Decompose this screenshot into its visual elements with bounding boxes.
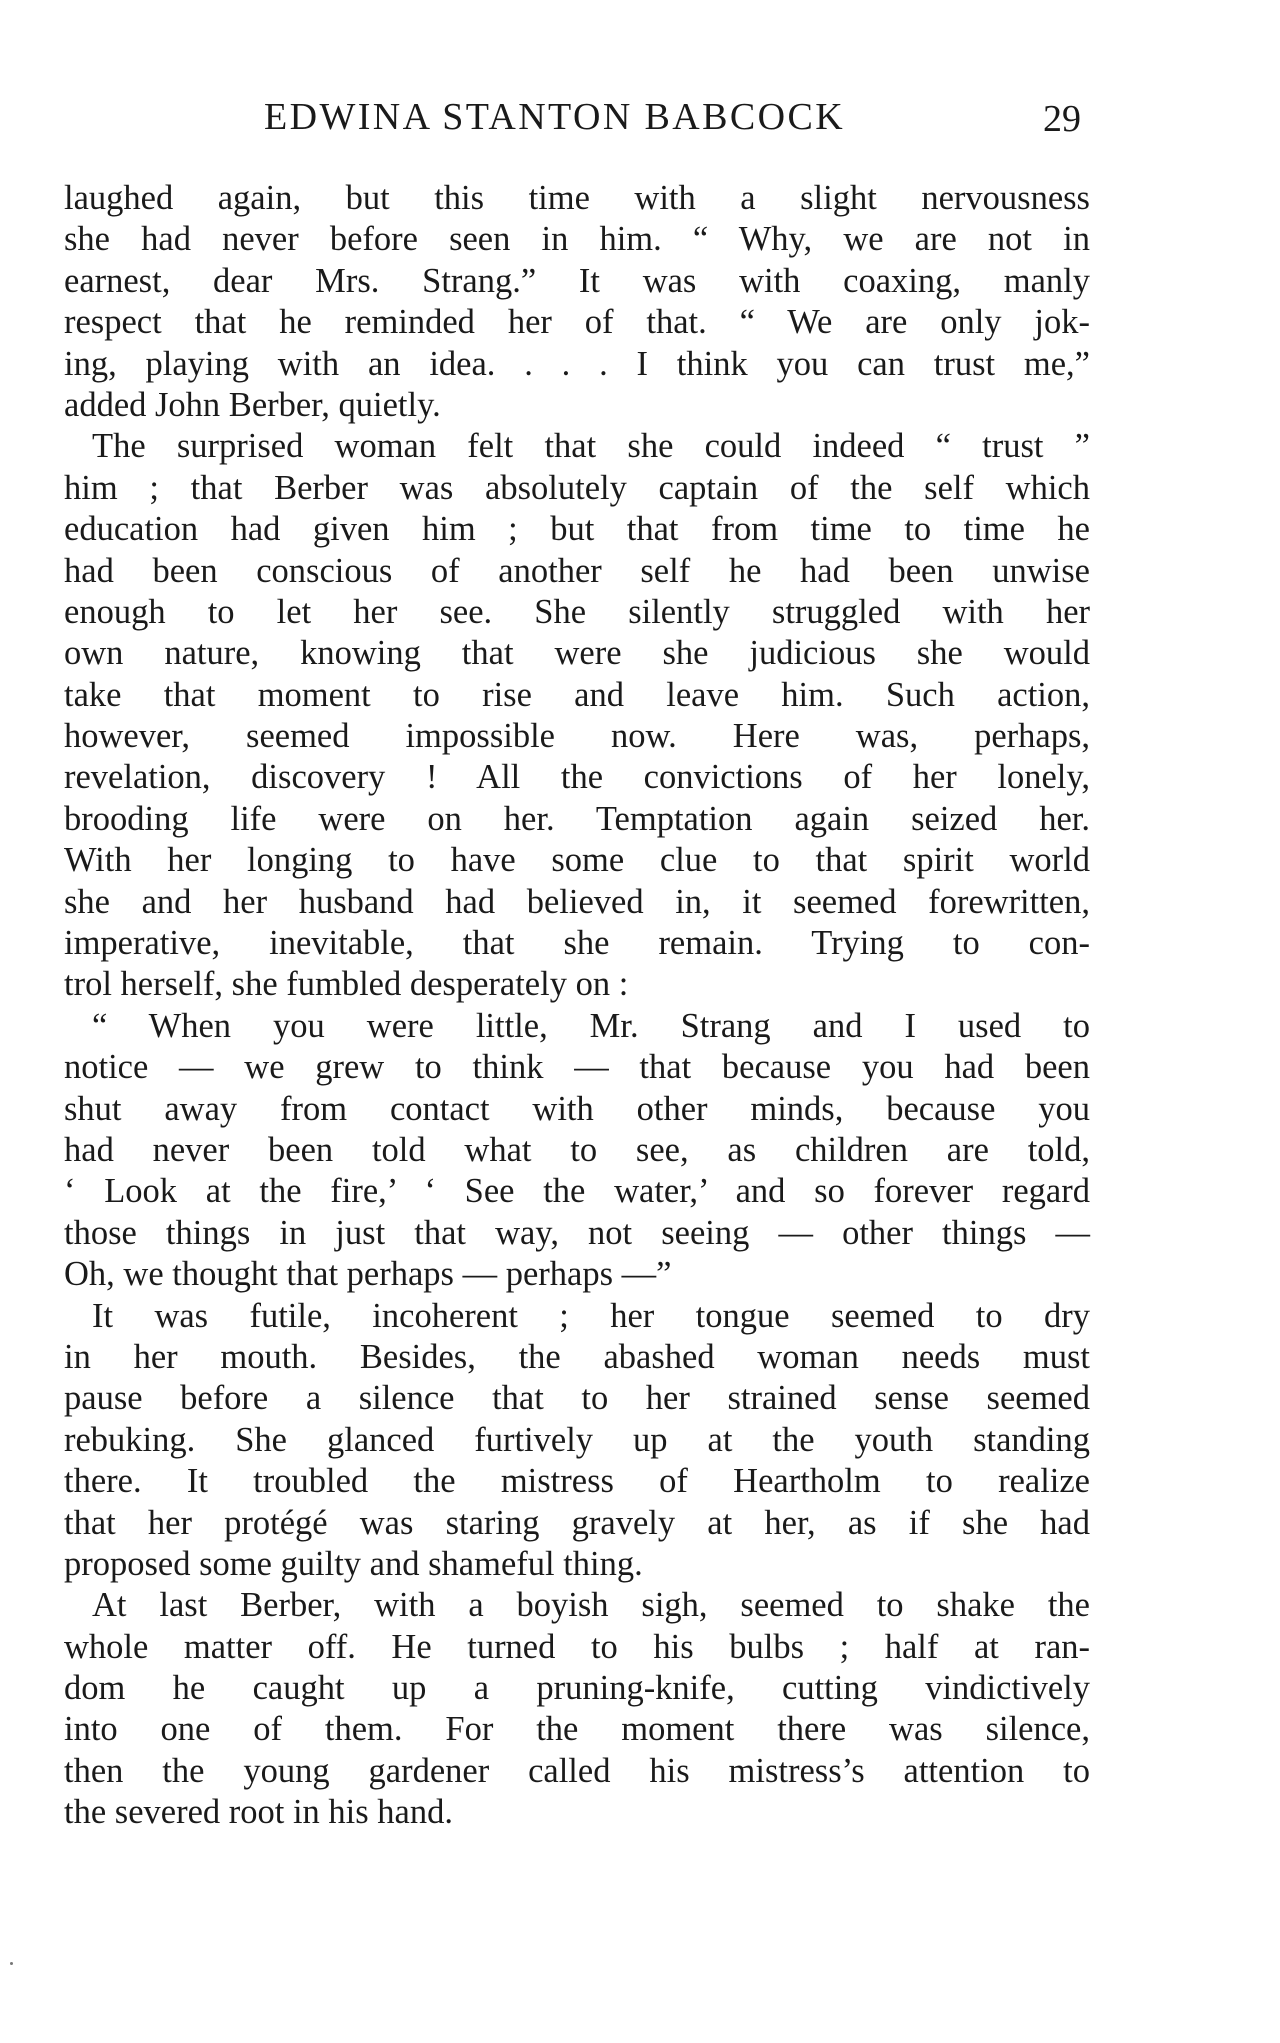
text-line: own nature, knowing that were she judicious she would (64, 634, 1090, 673)
running-head (0, 92, 1280, 142)
text-line: whole matter off. He turned to his bulbs ; half at ran- (64, 1627, 1090, 1666)
text-line: that her protégé was staring gravely at her, as if she had (64, 1503, 1090, 1542)
text-line: Oh, we thought that perhaps — perhaps —” (64, 1255, 672, 1294)
text-line: had never been told what to see, as children are told, (64, 1130, 1090, 1169)
text-line: had been conscious of another self he had been unwise (64, 551, 1090, 590)
body-text (64, 178, 1090, 1834)
text-line: him ; that Berber was absolutely captain of the self which (64, 468, 1090, 507)
text-line: those things in just that way, not seeing — other things — (64, 1213, 1090, 1252)
text-line: With her longing to have some clue to that spirit world (64, 841, 1090, 880)
text-line: proposed some guilty and shameful thing. (64, 1544, 643, 1583)
text-line: laughed again, but this time with a slight nervousness (64, 179, 1090, 217)
text-line: she had never before seen in him. “ Why, we are not in (64, 220, 1090, 259)
text-line: ‘ Look at the fire,’ ‘ See the water,’ and so forever regard (64, 1172, 1090, 1211)
text-line: enough to let her see. She silently struggled with her (64, 592, 1090, 631)
text-line: earnest, dear Mrs. Strang.” It was with coaxing, manly (64, 261, 1090, 300)
text-line: rebuking. She glanced furtively up at the youth standing (64, 1420, 1090, 1459)
text-line: she and her husband had believed in, it seemed forewritten, (64, 882, 1090, 921)
text-line: then the young gardener called his mistress’s attention to (64, 1751, 1090, 1790)
text-line: pause before a silence that to her strained sense seemed (64, 1379, 1090, 1418)
text-line: take that moment to rise and leave him. Such action, (64, 675, 1090, 714)
text-line: the severed root in his hand. (64, 1793, 453, 1832)
text-line: shut away from contact with other minds, because you (64, 1089, 1090, 1128)
text-line: respect that he reminded her of that. “ We are only jok- (64, 303, 1090, 342)
text-line: dom he caught up a pruning-knife, cutting vindictively (64, 1669, 1090, 1708)
scan-speck (10, 1962, 13, 1965)
text-line: ing, playing with an idea. . . . I think you can trust me,” (64, 344, 1090, 383)
paragraph-start-line: The surprised woman felt that she could indeed “ trust ” (92, 427, 1090, 466)
text-line: brooding life were on her. Temptation again seized her. (64, 799, 1090, 838)
running-title: EDWINA STANTON BABCOCK (264, 96, 846, 138)
paragraph-start-line: It was futile, incoherent ; her tongue seemed to dry (92, 1296, 1090, 1335)
text-line: imperative, inevitable, that she remain. Trying to con- (64, 924, 1090, 963)
text-line: added John Berber, quietly. (64, 385, 441, 424)
text-line: revelation, discovery ! All the convictions of her lonely, (64, 758, 1090, 797)
paragraph-start-line: At last Berber, with a boyish sigh, seemed to shake the (92, 1586, 1090, 1625)
text-line: there. It troubled the mistress of Heartholm to realize (64, 1462, 1090, 1501)
text-line: however, seemed impossible now. Here was, perhaps, (64, 717, 1090, 756)
paragraph-start-line: “ When you were little, Mr. Strang and I used to (92, 1006, 1090, 1045)
text-line: into one of them. For the moment there was silence, (64, 1710, 1090, 1749)
text-line: notice — we grew to think — that because you had been (64, 1048, 1090, 1087)
text-line: in her mouth. Besides, the abashed woman needs must (64, 1337, 1090, 1376)
text-line: education had given him ; but that from time to time he (64, 510, 1090, 549)
text-line: trol herself, she fumbled desperately on : (64, 965, 629, 1004)
page-number: 29 (1043, 98, 1081, 140)
